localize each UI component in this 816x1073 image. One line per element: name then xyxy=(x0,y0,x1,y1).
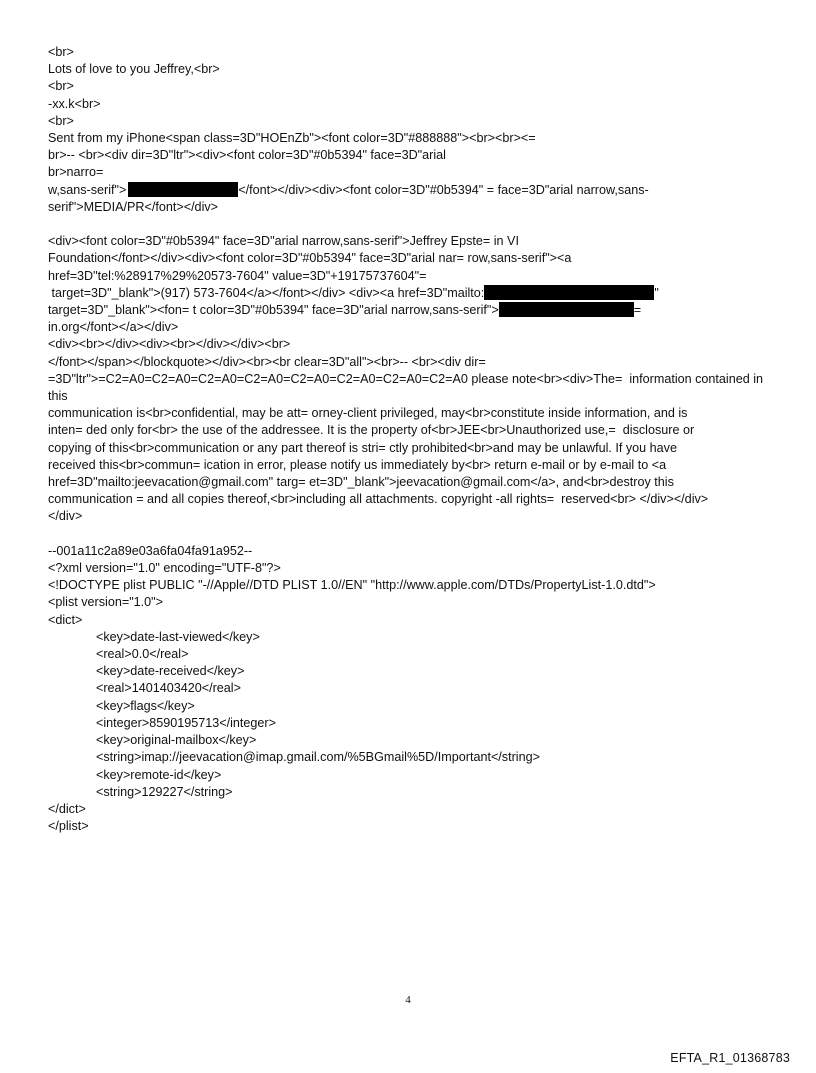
plist-entry: <key>date-last-viewed</key> xyxy=(96,629,260,644)
text-line: received this<br>commun= ication in error, please notify us immediately by<br> return e-mail or by e-mail to <a xyxy=(48,457,667,472)
redaction-box xyxy=(128,182,238,197)
text-line: inten= ded only for<br> the use of the addressee. It is the property of<br>JEE<br>Unauthorized use,= disclosure or xyxy=(48,423,695,438)
doctype-line: <!DOCTYPE plist PUBLIC "-//Apple//DTD PLIST 1.0//EN" "http://www.apple.com/DTDs/PropertyList-1.0.dtd"> xyxy=(48,578,656,593)
plist-open-tag: <plist version="1.0"> xyxy=(48,595,164,610)
email-text-block xyxy=(48,44,778,526)
dict-close-tag: </dict> xyxy=(48,801,86,816)
plist-entry: <key>original-mailbox</key> xyxy=(96,733,257,748)
plist-entry: <key>flags</key> xyxy=(96,698,195,713)
text-line xyxy=(48,182,778,199)
redaction-box xyxy=(499,302,634,317)
text-fragment: </font></div><div><font color=3D"#0b5394" = face=3D"arial narrow,sans- xyxy=(238,182,649,197)
text-line: in.org</font></a></div> xyxy=(48,320,179,335)
plist-entry: <real>1401403420</real> xyxy=(96,681,241,696)
text-line xyxy=(48,302,778,319)
page-number: 4 xyxy=(405,994,411,1006)
text-line: Foundation</font></div><div><font color=3D"#0b5394" face=3D"arial nar= row,sans-serif"><a xyxy=(48,251,572,266)
text-line: </div> xyxy=(48,509,83,524)
text-fragment: " xyxy=(654,285,659,300)
plist-entry: <real>0.0</real> xyxy=(96,647,189,662)
text-line: href=3D"mailto:jeevacation@gmail.com" targ= et=3D"_blank">jeevacation@gmail.com</a>, and<br>destroy this xyxy=(48,475,674,490)
text-line: br>-- <br><div dir=3D"ltr"><div><font color=3D"#0b5394" face=3D"arial xyxy=(48,148,446,163)
text-line: =3D"ltr">=C2=A0=C2=A0=C2=A0=C2=A0=C2=A0=C2=A0=C2=A0=C2=A0 please note<br><div>The= information contained in this xyxy=(48,371,767,404)
text-line: communication = and all copies thereof,<br>including all attachments. copyright -all rights= reserved<br> </div></div> xyxy=(48,492,709,507)
plist-close-tag: </plist> xyxy=(48,819,89,834)
text-line: br>narro= xyxy=(48,165,104,180)
mime-boundary: --001a11c2a89e03a6fa04fa91a952-- xyxy=(48,543,253,558)
plist-entry: <key>date-received</key> xyxy=(96,664,245,679)
text-line xyxy=(48,285,778,302)
text-line: copying of this<br>communication or any part thereof is stri= ctly prohibited<br>and may be unlawful. If you have xyxy=(48,440,677,455)
redaction-box xyxy=(484,285,654,300)
text-fragment: = xyxy=(633,303,642,318)
text-line: Lots of love to you Jeffrey,<br> xyxy=(48,62,220,77)
text-line: communication is<br>confidential, may be att= orney-client privileged, may<br>constitute inside information, and is xyxy=(48,406,688,421)
text-fragment: target=3D"_blank"><fon= t color=3D"#0b5394" face=3D"arial narrow,sans-serif"> xyxy=(48,303,499,318)
document-body xyxy=(48,44,778,835)
text-line: Sent from my iPhone<span class=3D"HOEnZb"><font color=3D"#888888"><br><br><= xyxy=(48,131,536,146)
text-fragment: w,sans-serif"> xyxy=(48,182,127,197)
dict-open-tag: <dict> xyxy=(48,612,83,627)
xml-declaration: <?xml version="1.0" encoding="UTF-8"?> xyxy=(48,561,281,576)
plist-entry: <string>imap://jeevacation@imap.gmail.com/%5BGmail%5D/Important</string> xyxy=(96,750,540,765)
plist-entry: <integer>8590195713</integer> xyxy=(96,715,276,730)
text-line: <div><br></div><div><br></div></div><br> xyxy=(48,337,291,352)
text-line: <br> xyxy=(48,113,74,128)
text-fragment: target=3D"_blank">(917) 573-7604</a></font></div> <div><a href=3D"mailto: xyxy=(48,285,485,300)
plist-entry: <string>129227</string> xyxy=(96,784,233,799)
text-line: <br> xyxy=(48,79,74,94)
blank-line xyxy=(48,526,778,543)
plist-entry: <key>remote-id</key> xyxy=(96,767,222,782)
plist-block xyxy=(48,543,778,835)
blank-line xyxy=(48,216,778,233)
text-line: </font></span></blockquote></div><br><br clear=3D"all"><br>-- <br><div dir= xyxy=(48,354,486,369)
text-line: href=3D"tel:%28917%29%20573-7604" value=3D"+19175737604"= xyxy=(48,268,427,283)
text-line: serif">MEDIA/PR</font></div> xyxy=(48,199,219,214)
document-id: EFTA_R1_01368783 xyxy=(670,1051,790,1065)
text-line: <div><font color=3D"#0b5394" face=3D"arial narrow,sans-serif">Jeffrey Epste= in VI xyxy=(48,234,519,249)
text-line: -xx.k<br> xyxy=(48,96,101,111)
text-line: <br> xyxy=(48,45,74,59)
